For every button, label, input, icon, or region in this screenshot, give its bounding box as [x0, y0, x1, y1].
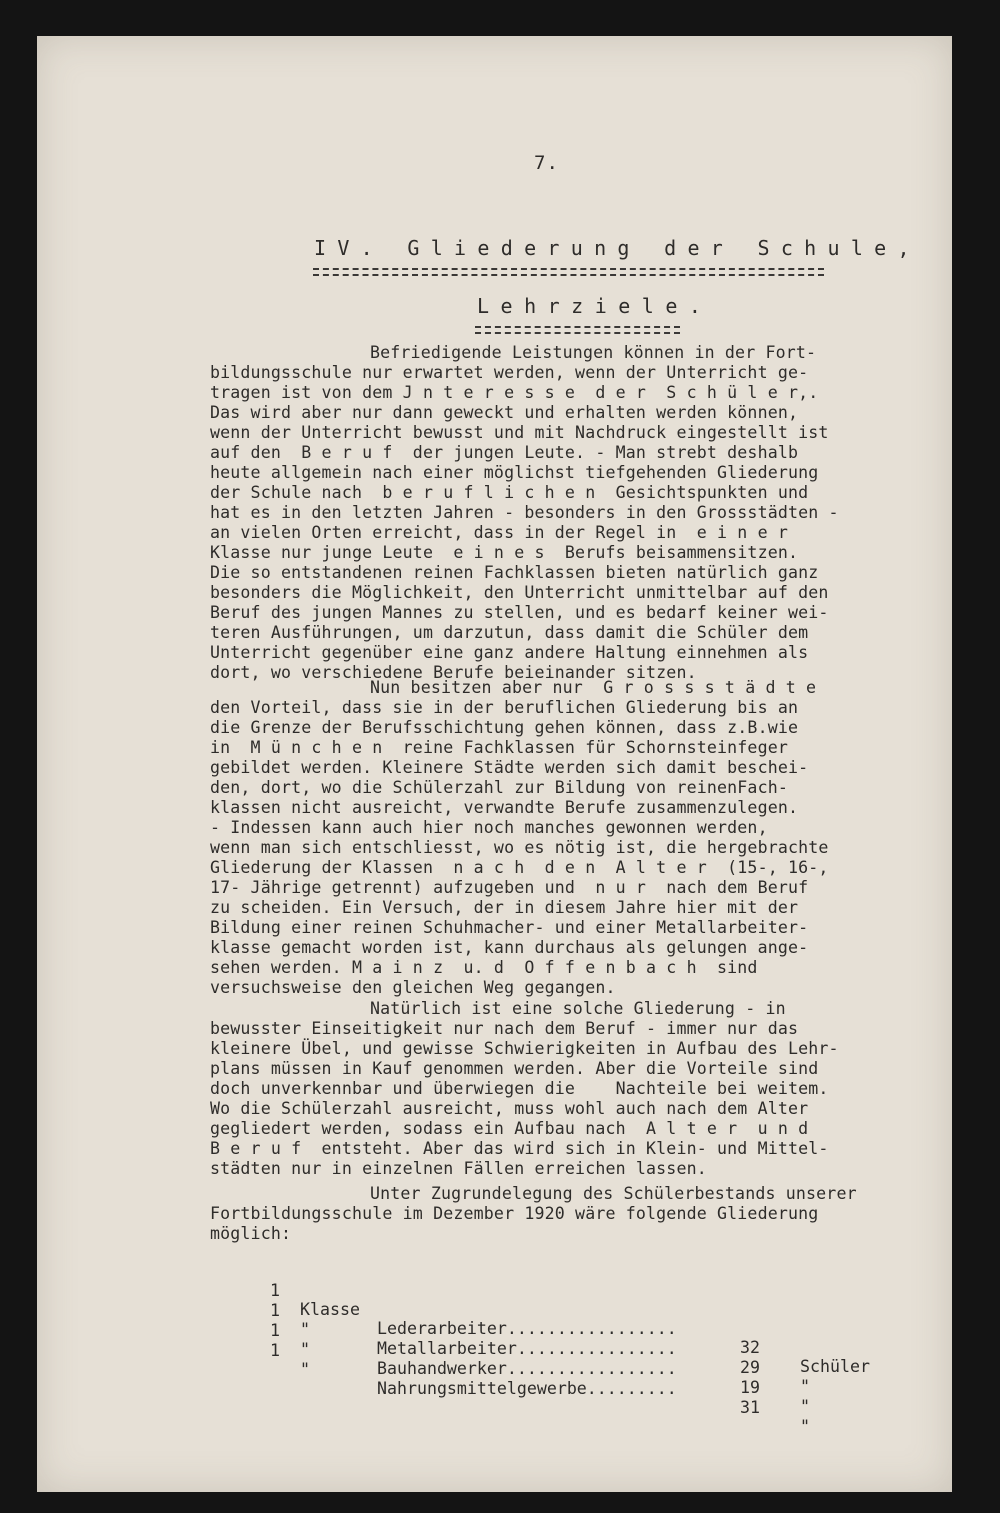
- text-line: Gliederung der Klassen n a c h d e n A l t e r (15-, 16-,: [210, 858, 829, 877]
- subheading-underline: [475, 326, 680, 334]
- text-line: Fortbildungsschule im Dezember 1920 wäre folgende Gliederung: [210, 1204, 819, 1223]
- text-line: tragen ist von dem J n t e r e s s e d e r S c h ü l e r,.: [210, 383, 819, 402]
- text-line: kleinere Übel, und gewisse Schwierigkeiten in Aufbau des Lehr-: [210, 1039, 839, 1058]
- row-unit: ": [800, 1397, 810, 1416]
- document-page: [37, 36, 952, 1492]
- row-name: Bauhandwerker.................: [377, 1359, 677, 1378]
- row-unit: ": [800, 1417, 810, 1436]
- text-line: hat es in den letzten Jahren - besonders in den Grossstädten -: [210, 503, 839, 522]
- text-line: bewusster Einseitigkeit nur nach dem Beruf - immer nur das: [210, 1019, 799, 1038]
- text-line: dort, wo verschiedene Berufe beieinander sitzen.: [210, 663, 697, 682]
- row-number: 31: [740, 1398, 760, 1417]
- text-line: Natürlich ist eine solche Gliederung - in: [370, 999, 786, 1018]
- text-line: der Schule nach b e r u f l i c h e n Gesichtspunkten und: [210, 483, 809, 502]
- text-line: plans müssen in Kauf genommen werden. Aber die Vorteile sind: [210, 1059, 819, 1078]
- row-label: ": [300, 1340, 310, 1359]
- text-line: bildungsschule nur erwartet werden, wenn der Unterricht ge-: [210, 363, 809, 382]
- text-line: gebildet werden. Kleinere Städte werden sich damit beschei-: [210, 758, 809, 777]
- text-line: Die so entstandenen reinen Fachklassen bieten natürlich ganz: [210, 563, 819, 582]
- text-line: - Indessen kann auch hier noch manches gewonnen werden,: [210, 818, 768, 837]
- text-line: 17- Jährige getrennt) aufzugeben und n u r nach dem Beruf: [210, 878, 809, 897]
- row-unit: Schüler: [800, 1357, 870, 1376]
- text-line: klasse gemacht worden ist, kann durchaus als gelungen ange-: [210, 938, 809, 957]
- text-line: Klasse nur junge Leute e i n e s Berufs beisammensitzen.: [210, 543, 799, 562]
- row-number: 29: [740, 1358, 760, 1377]
- text-line: möglich:: [210, 1224, 292, 1243]
- text-line: heute allgemein nach einer möglichst tiefgehenden Gliederung: [210, 463, 819, 482]
- row-count: 1: [270, 1281, 280, 1300]
- row-number: 32: [740, 1338, 760, 1357]
- row-count: 1: [270, 1321, 280, 1340]
- row-name: Lederarbeiter.................: [377, 1319, 677, 1338]
- text-line: teren Ausführungen, um darzutun, dass damit die Schüler dem: [210, 623, 809, 642]
- row-label: Klasse: [300, 1300, 360, 1319]
- text-line: städten nur in einzelnen Fällen erreichen lassen.: [210, 1159, 707, 1178]
- text-line: versuchsweise den gleichen Weg gegangen.: [210, 978, 616, 997]
- text-line: gegliedert werden, sodass ein Aufbau nach A l t e r u n d: [210, 1119, 809, 1138]
- row-unit: ": [800, 1377, 810, 1396]
- text-line: klassen nicht ausreicht, verwandte Berufe zusammenzulegen.: [210, 798, 799, 817]
- section-heading: IV. Gliederung der Schule,: [314, 236, 921, 260]
- text-line: zu scheiden. Ein Versuch, der in diesem Jahre hier mit der: [210, 898, 799, 917]
- text-line: doch unverkennbar und überwiegen die Nachteile bei weitem.: [210, 1079, 829, 1098]
- text-line: die Grenze der Berufsschichtung gehen können, dass z.B.wie: [210, 718, 799, 737]
- text-line: Befriedigende Leistungen können in der Fort-: [370, 343, 817, 362]
- heading-underline: [313, 268, 824, 276]
- text-line: Nun besitzen aber nur G r o s s s t ä d t e: [370, 678, 817, 697]
- text-line: in M ü n c h e n reine Fachklassen für Schornsteinfeger: [210, 738, 788, 757]
- text-line: wenn der Unterricht bewusst und mit Nachdruck eingestellt ist: [210, 423, 829, 442]
- page-number: 7.: [534, 152, 559, 174]
- row-count: 1: [270, 1301, 280, 1320]
- row-name: Metallarbeiter................: [377, 1339, 677, 1358]
- text-line: auf den B e r u f der jungen Leute. - Man strebt deshalb: [210, 443, 799, 462]
- text-line: an vielen Orten erreicht, dass in der Regel in e i n e r: [210, 523, 788, 542]
- text-line: besonders die Möglichkeit, den Unterricht unmittelbar auf den: [210, 583, 829, 602]
- text-line: Wo die Schülerzahl ausreicht, muss wohl auch nach dem Alter: [210, 1099, 809, 1118]
- section-subheading: Lehrziele.: [477, 294, 713, 318]
- row-label: ": [300, 1320, 310, 1339]
- row-label: ": [300, 1360, 310, 1379]
- text-line: den, dort, wo die Schülerzahl zur Bildung von reinenFach-: [210, 778, 788, 797]
- text-line: sehen werden. M a i n z u. d O f f e n b a c h sind: [210, 958, 758, 977]
- text-line: Bildung einer reinen Schuhmacher- und einer Metallarbeiter-: [210, 918, 809, 937]
- text-line: Beruf des jungen Mannes zu stellen, und es bedarf keiner wei-: [210, 603, 829, 622]
- text-line: B e r u f entsteht. Aber das wird sich in Klein- und Mittel-: [210, 1139, 829, 1158]
- text-line: den Vorteil, dass sie in der beruflichen Gliederung bis an: [210, 698, 799, 717]
- row-number: 19: [740, 1378, 760, 1397]
- text-line: Unter Zugrundelegung des Schülerbestands unserer: [370, 1184, 857, 1203]
- text-line: wenn man sich entschliesst, wo es nötig ist, die hergebrachte: [210, 838, 829, 857]
- text-line: Unterricht gegenüber eine ganz andere Haltung einnehmen als: [210, 643, 809, 662]
- row-count: 1: [270, 1341, 280, 1360]
- text-line: Das wird aber nur dann geweckt und erhalten werden können,: [210, 403, 799, 422]
- row-name: Nahrungsmittelgewerbe.........: [377, 1379, 677, 1398]
